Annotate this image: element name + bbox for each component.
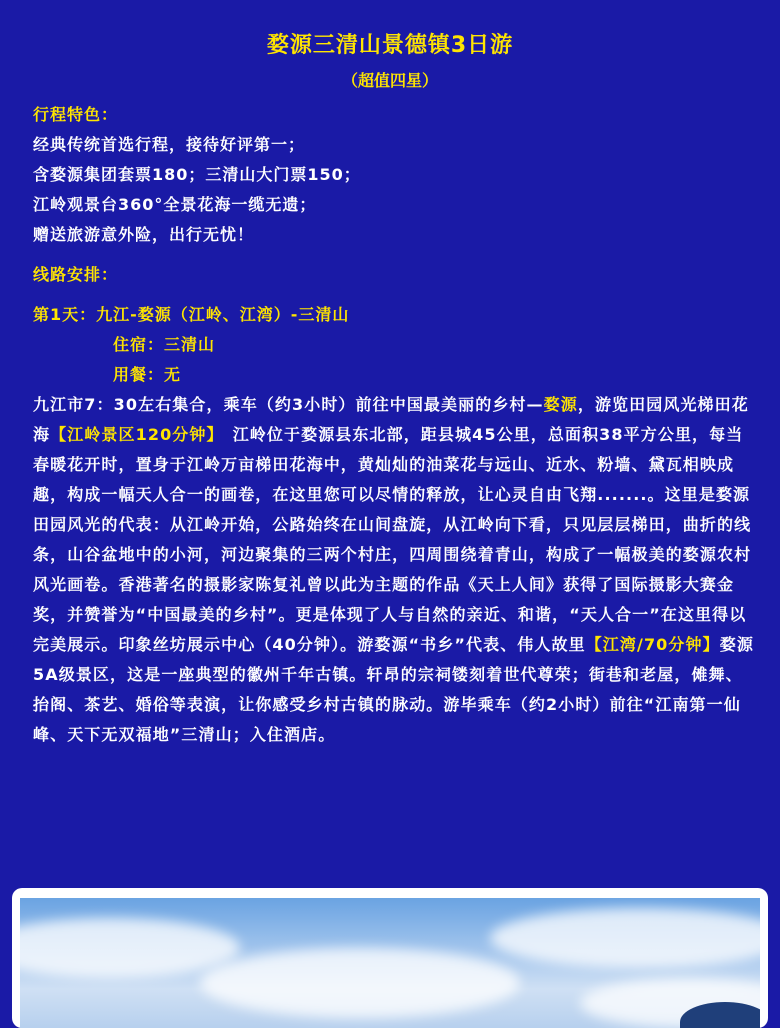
day1-meal: 用餐：无 (113, 365, 182, 384)
desc-highlight-jiangwan: 【江湾/70分钟】 (585, 635, 720, 654)
desc-text: 江岭位于婺源县东北部，距县城45公里，总面积38平方公里，每当春暖花开时，置身于江岭万亩梯田花海中，黄灿灿的油菜花与远山、近水、粉墙、黛瓦相映成趣，构成一幅天人合一的画卷，在这里您可以尽情的释放，让心灵自由飞翔.......。这里是婺源田园风光的代表：从江岭开始，公路始终在山间盘旋，从江岭向下看，只见层层梯田，曲折的线条，山谷盆地中的小河，河边聚集的三两个村庄，四周围绕着青山，构成了一幅极美的婺源农村风光画卷。香港著名的摄影家陈复礼曾以此为主题的作品《天上人间》获得了国际摄影大赛金奖，并赞誉为“中国最美的乡村”。更是体现了人与自然的亲近、和谐，“天人合一”在这里得以完美展示。印象丝坊展示中心（40分钟）。游婺源“书乡”代表、伟人故里 (33, 425, 752, 654)
day1-title: 第1天：九江-婺源（江岭、江湾）-三清山 (33, 305, 350, 324)
page-subtitle: （超值四星） (341, 71, 438, 90)
feature-item: 江岭观景台360°全景花海一缆无遗； (33, 195, 317, 214)
photo-frame (12, 888, 768, 1028)
desc-highlight-jiangling: 【江岭景区120分钟】 (50, 425, 216, 444)
feature-item: 含婺源集团套票180；三清山大门票150； (33, 165, 361, 184)
feature-item: 赠送旅游意外险，出行无忧！ (33, 225, 255, 244)
page-title: 婺源三清山景德镇3日游 (266, 33, 514, 58)
day1-description (33, 390, 755, 750)
day1-stay: 住宿：三清山 (113, 335, 216, 354)
feature-item: 经典传统首选行程，接待好评第一； (33, 135, 306, 154)
route-heading: 线路安排： (33, 265, 119, 284)
desc-highlight-wuyuan: 婺源 (543, 395, 578, 414)
desc-text: ，游览田园风光梯田花海 (33, 395, 749, 444)
desc-text: 九江市7：30左右集合，乘车（约3小时）前往中国最美丽的乡村— (33, 395, 544, 414)
features-heading: 行程特色： (33, 105, 119, 124)
itinerary-content (33, 100, 755, 750)
desc-text: 婺源5A级景区，这是一座典型的徽州千年古镇。轩昂的宗祠镂刻着世代尊荣；街巷和老屋，傩舞、抬阁、茶艺、婚俗等表演，让你感受乡村古镇的脉动。游毕乘车（约2小时）前往“江南第一仙峰、天下无双福地”三清山；入住酒店。 (33, 635, 754, 744)
sky-photo (20, 898, 760, 1028)
